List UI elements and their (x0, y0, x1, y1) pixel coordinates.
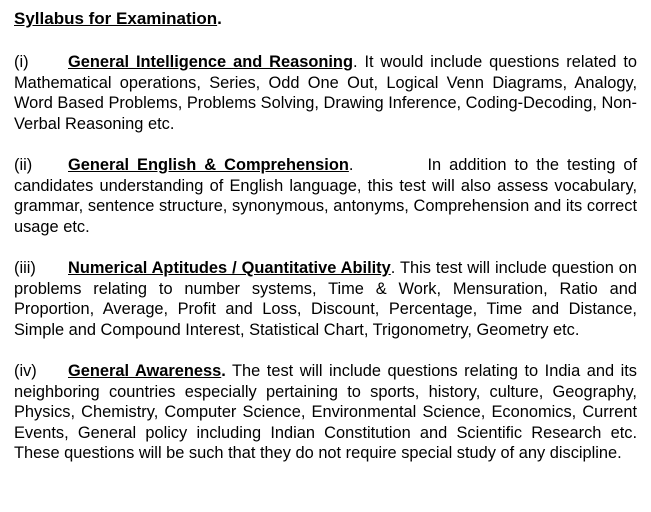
page-title (14, 8, 637, 30)
section-body: The test will include questions relating to India and its neighboring countries especially pertaining to sports, history, culture, Geography, Physics, Chemistry, Computer Science, Environmental Science, Economics, Current Events, General policy including Indian Constitution and Scientific Research etc. These questions will be such that they do not require special study of any discipline. (14, 362, 637, 462)
section-body: In addition to the testing of candidates understanding of English language, this test will also assess vocabulary, grammar, sentence structure, synonymous, antonyms, Comprehension and its correct usage etc. (14, 156, 637, 236)
section-general-intelligence (14, 52, 637, 134)
section-title-suffix: . (352, 53, 358, 71)
section-numerical-aptitude (14, 258, 637, 340)
section-title-suffix: . (348, 156, 354, 174)
section-number: (iii) (14, 259, 36, 277)
section-title-suffix: . (221, 362, 226, 380)
section-general-awareness (14, 361, 637, 464)
syllabus-document (14, 8, 637, 464)
section-number: (i) (14, 53, 29, 71)
section-title-suffix: . (390, 259, 396, 277)
section-title: General English & Comprehension (68, 156, 349, 174)
page-title-suffix: . (217, 9, 222, 28)
section-number: (ii) (14, 156, 33, 174)
section-number: (iv) (14, 362, 37, 380)
section-title: General Awareness (68, 362, 222, 380)
section-title: General Intelligence and Reasoning (68, 53, 353, 71)
page-title-text: Syllabus for Examination (14, 9, 218, 28)
section-body: This test will include question on problems relating to number systems, Time & Work, Mensuration, Ratio and Proportion, Average, Profit and Loss, Discount, Percentage, Time and Distance, Simple and Compound Interest, Statistical Chart, Trigonometry, Geometry etc. (14, 259, 638, 339)
section-title: Numerical Aptitudes / Quantitative Ability (68, 259, 391, 277)
section-general-english (14, 155, 637, 237)
section-body: It would include questions related to Mathematical operations, Series, Odd One Out, Logical Venn Diagrams, Analogy, Word Based Problems, Problems Solving, Drawing Inference, Coding-Decoding, Non-Verbal Reasoning etc. (14, 53, 638, 133)
